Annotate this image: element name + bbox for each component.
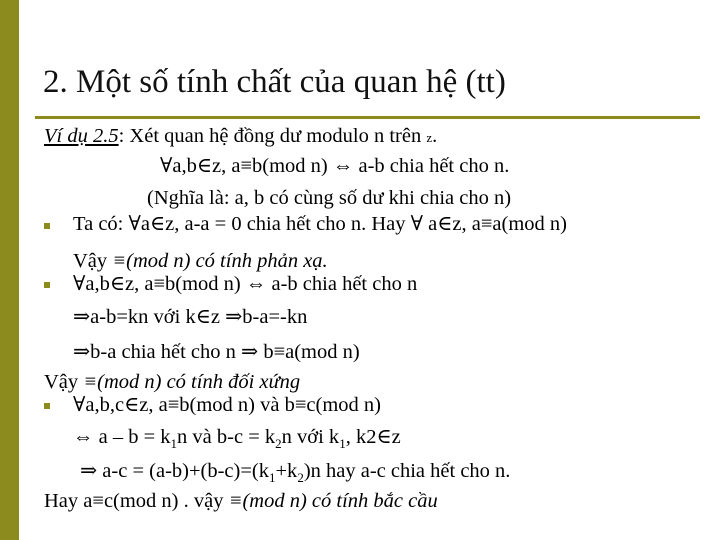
meaning-line: (Nghĩa là: a, b có cùng số dư khi chia cho n) [147,187,512,209]
title-divider [35,116,700,119]
example-label: Ví dụ 2.5 [44,125,119,147]
transitive-step-line: ⇔ $a - b = k_1n$ và $b-c = k_2n$ với $k_1$, k2∈z [73,426,401,452]
transitive-step2-line: ⇒ $a-c = (a-b)+(b-c)=(k_1+k_2)n$ hay a-c chia hết cho n. [80,460,511,486]
transitive-conclusion: Hay a≡c(mod n) . vậy ≡(mod n) có tính bắc cầu [44,490,438,512]
square-bullet-icon [44,403,50,409]
left-accent-bar [0,0,19,540]
square-bullet-icon [44,282,50,288]
reflexive-conclusion: Vậy ≡(mod n) có tính phản xạ. [73,250,328,272]
symmetric-premise-line: ∀a,b∈z, a≡b(mod n) ⇔ a-b chia hết cho n [73,273,418,295]
reflexive-proof-line: Ta có: ∀a∈z, a-a = 0 chia hết cho n. Hay ∀ a∈z, a≡a(mod n) [73,213,567,235]
square-bullet-icon [44,223,50,229]
slide-title: 2. Một số tính chất của quan hệ (tt) [43,64,506,100]
example-text: Xét quan hệ đồng dư modulo n trên [124,125,427,147]
symmetric-step-line: ⇒a-b=kn với k∈z ⇒b-a=-kn [73,306,308,328]
definition-line: ∀a,b∈z, a≡b(mod n) ⇔ a-b chia hết cho n. [160,155,510,177]
example-line: Ví dụ 2.5: Xét quan hệ đồng dư modulo n trên z. [44,125,438,147]
transitive-premise-line: ∀a,b,c∈z, a≡b(mod n) và b≡c(mod n) [73,394,381,416]
symmetric-step2-line: ⇒b-a chia hết cho n ⇒ b≡a(mod n) [73,341,360,363]
symmetric-conclusion: Vậy ≡(mod n) có tính đối xứng [44,371,301,393]
